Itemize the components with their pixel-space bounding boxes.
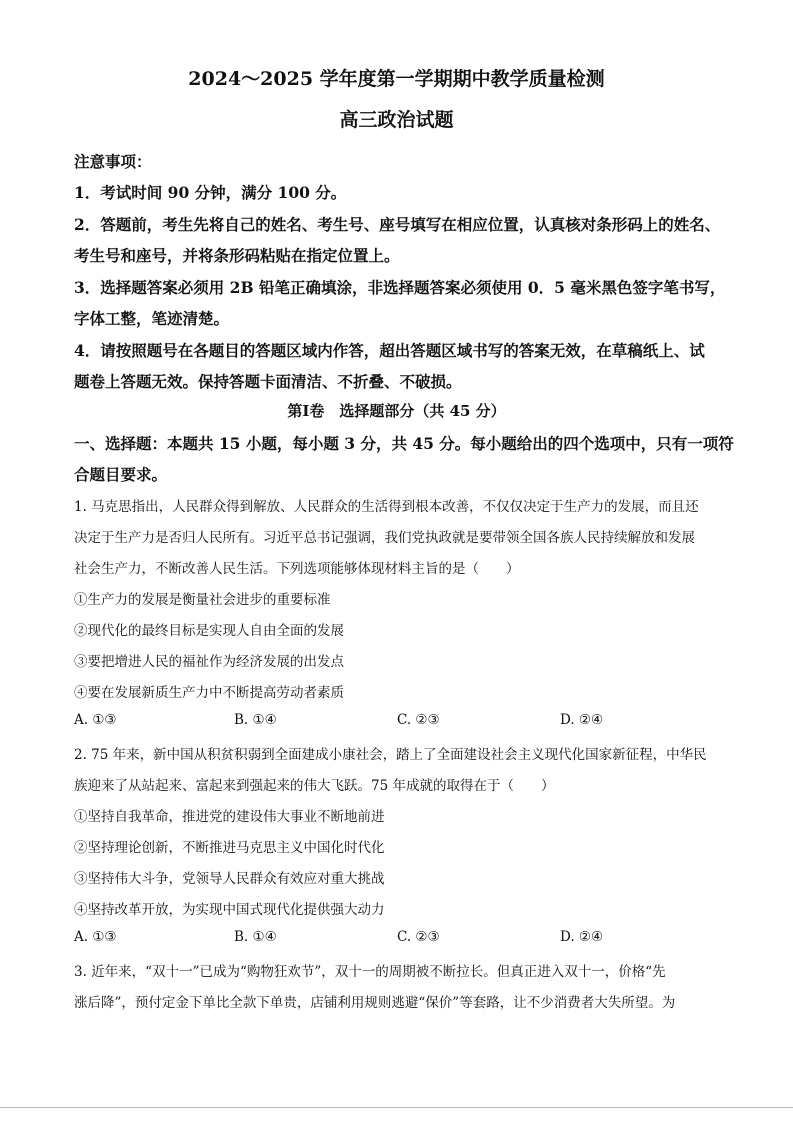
notice-item-2: 2．答题前，考生先将自己的姓名、考生号、座号填写在相应位置，认真核对条形码上的姓名、 [74,215,721,234]
q1-statement-2: ②现代化的最终目标是实现人自由全面的发展 [74,623,344,639]
section-instructions-cont: 合题目要求。 [74,465,168,484]
q2-statement-1: ①坚持自我革命，推进党的建设伟大事业不断地前进 [74,809,385,825]
q1-option-b[interactable]: B. ①④ [234,712,277,728]
notice-item-2-cont: 考生号和座号，并将条形码粘贴在指定位置上。 [74,246,400,265]
notice-item-1: 1．考试时间 90 分钟，满分 100 分。 [74,183,347,202]
section-instructions: 一、选择题：本题共 15 小题，每小题 3 分，共 45 分。每小题给出的四个选项中，只有一项符 [74,434,734,453]
exam-title: 2024～2025 学年度第一学期期中教学质量检测 [188,68,605,90]
q2-option-d[interactable]: D. ②④ [560,929,604,945]
q2-option-c[interactable]: C. ②③ [397,929,440,945]
notice-heading: 注意事项： [74,152,152,171]
q2-statement-4: ④坚持改革开放，为实现中国式现代化提供强大动力 [74,902,385,918]
notice-item-4-cont: 题卷上答题无效。保持答题卡面清洁、不折叠、不破损。 [74,372,462,391]
q1-option-d[interactable]: D. ②④ [560,712,604,728]
page-bottom-divider [0,1107,793,1108]
q1-option-c[interactable]: C. ②③ [397,712,440,728]
q2-option-a[interactable]: A. ①③ [74,929,117,945]
q1-statement-3: ③要把增进人民的福祉作为经济发展的出发点 [74,654,344,670]
q2-statement-2: ②坚持理论创新，不断推进马克思主义中国化时代化 [74,840,385,856]
notice-item-3: 3．选择题答案必须用 2B 铅笔正确填涂，非选择题答案必须使用 0．5 毫米黑色签字笔书写， [74,278,726,297]
q2-stem-line-2: 族迎来了从站起来、富起来到强起来的伟大飞跃。75 年成就的取得在于（ ） [74,778,555,794]
q1-option-a[interactable]: A. ①③ [74,712,117,728]
q1-stem-line-3: 社会生产力，不断改善人民生活。下列选项能够体现材料主旨的是（ ） [74,561,520,577]
q2-stem-line-1: 2. 75 年来，新中国从积贫积弱到全面建成小康社会，踏上了全面建设社会主义现代化国家新征程，中华民 [74,747,707,763]
section-title: 第Ⅰ卷 选择题部分（共 45 分） [287,402,506,420]
exam-subtitle: 高三政治试题 [339,109,454,131]
q1-stem-line-1: 1. 马克思指出，人民群众得到解放、人民群众的生活得到根本改善，不仅仅决定于生产力的发展，而且还 [74,499,699,515]
q1-stem-line-2: 决定于生产力是否归人民所有。习近平总书记强调，我们党执政就是要带领全国各族人民持续解放和发展 [74,530,695,546]
q1-statement-1: ①生产力的发展是衡量社会进步的重要标准 [74,592,331,608]
q2-option-b[interactable]: B. ①④ [234,929,277,945]
q1-statement-4: ④要在发展新质生产力中不断提高劳动者素质 [74,685,344,701]
notice-item-4: 4．请按照题号在各题目的答题区域内作答，超出答题区域书写的答案无效，在草稿纸上、试 [74,341,705,360]
q3-stem-line-1: 3. 近年来，“双十一”已成为“购物狂欢节”，双十一的周期被不断拉长。但真正进入双十一，价格“先 [74,964,666,980]
notice-item-3-cont: 字体工整，笔迹清楚。 [74,309,230,328]
q3-stem-line-2: 涨后降”，预付定金下单比全款下单贵，店铺利用规则逃避“保价”等套路，让不少消费者大失所望。为 [74,995,676,1011]
q2-statement-3: ③坚持伟大斗争，党领导人民群众有效应对重大挑战 [74,871,385,887]
